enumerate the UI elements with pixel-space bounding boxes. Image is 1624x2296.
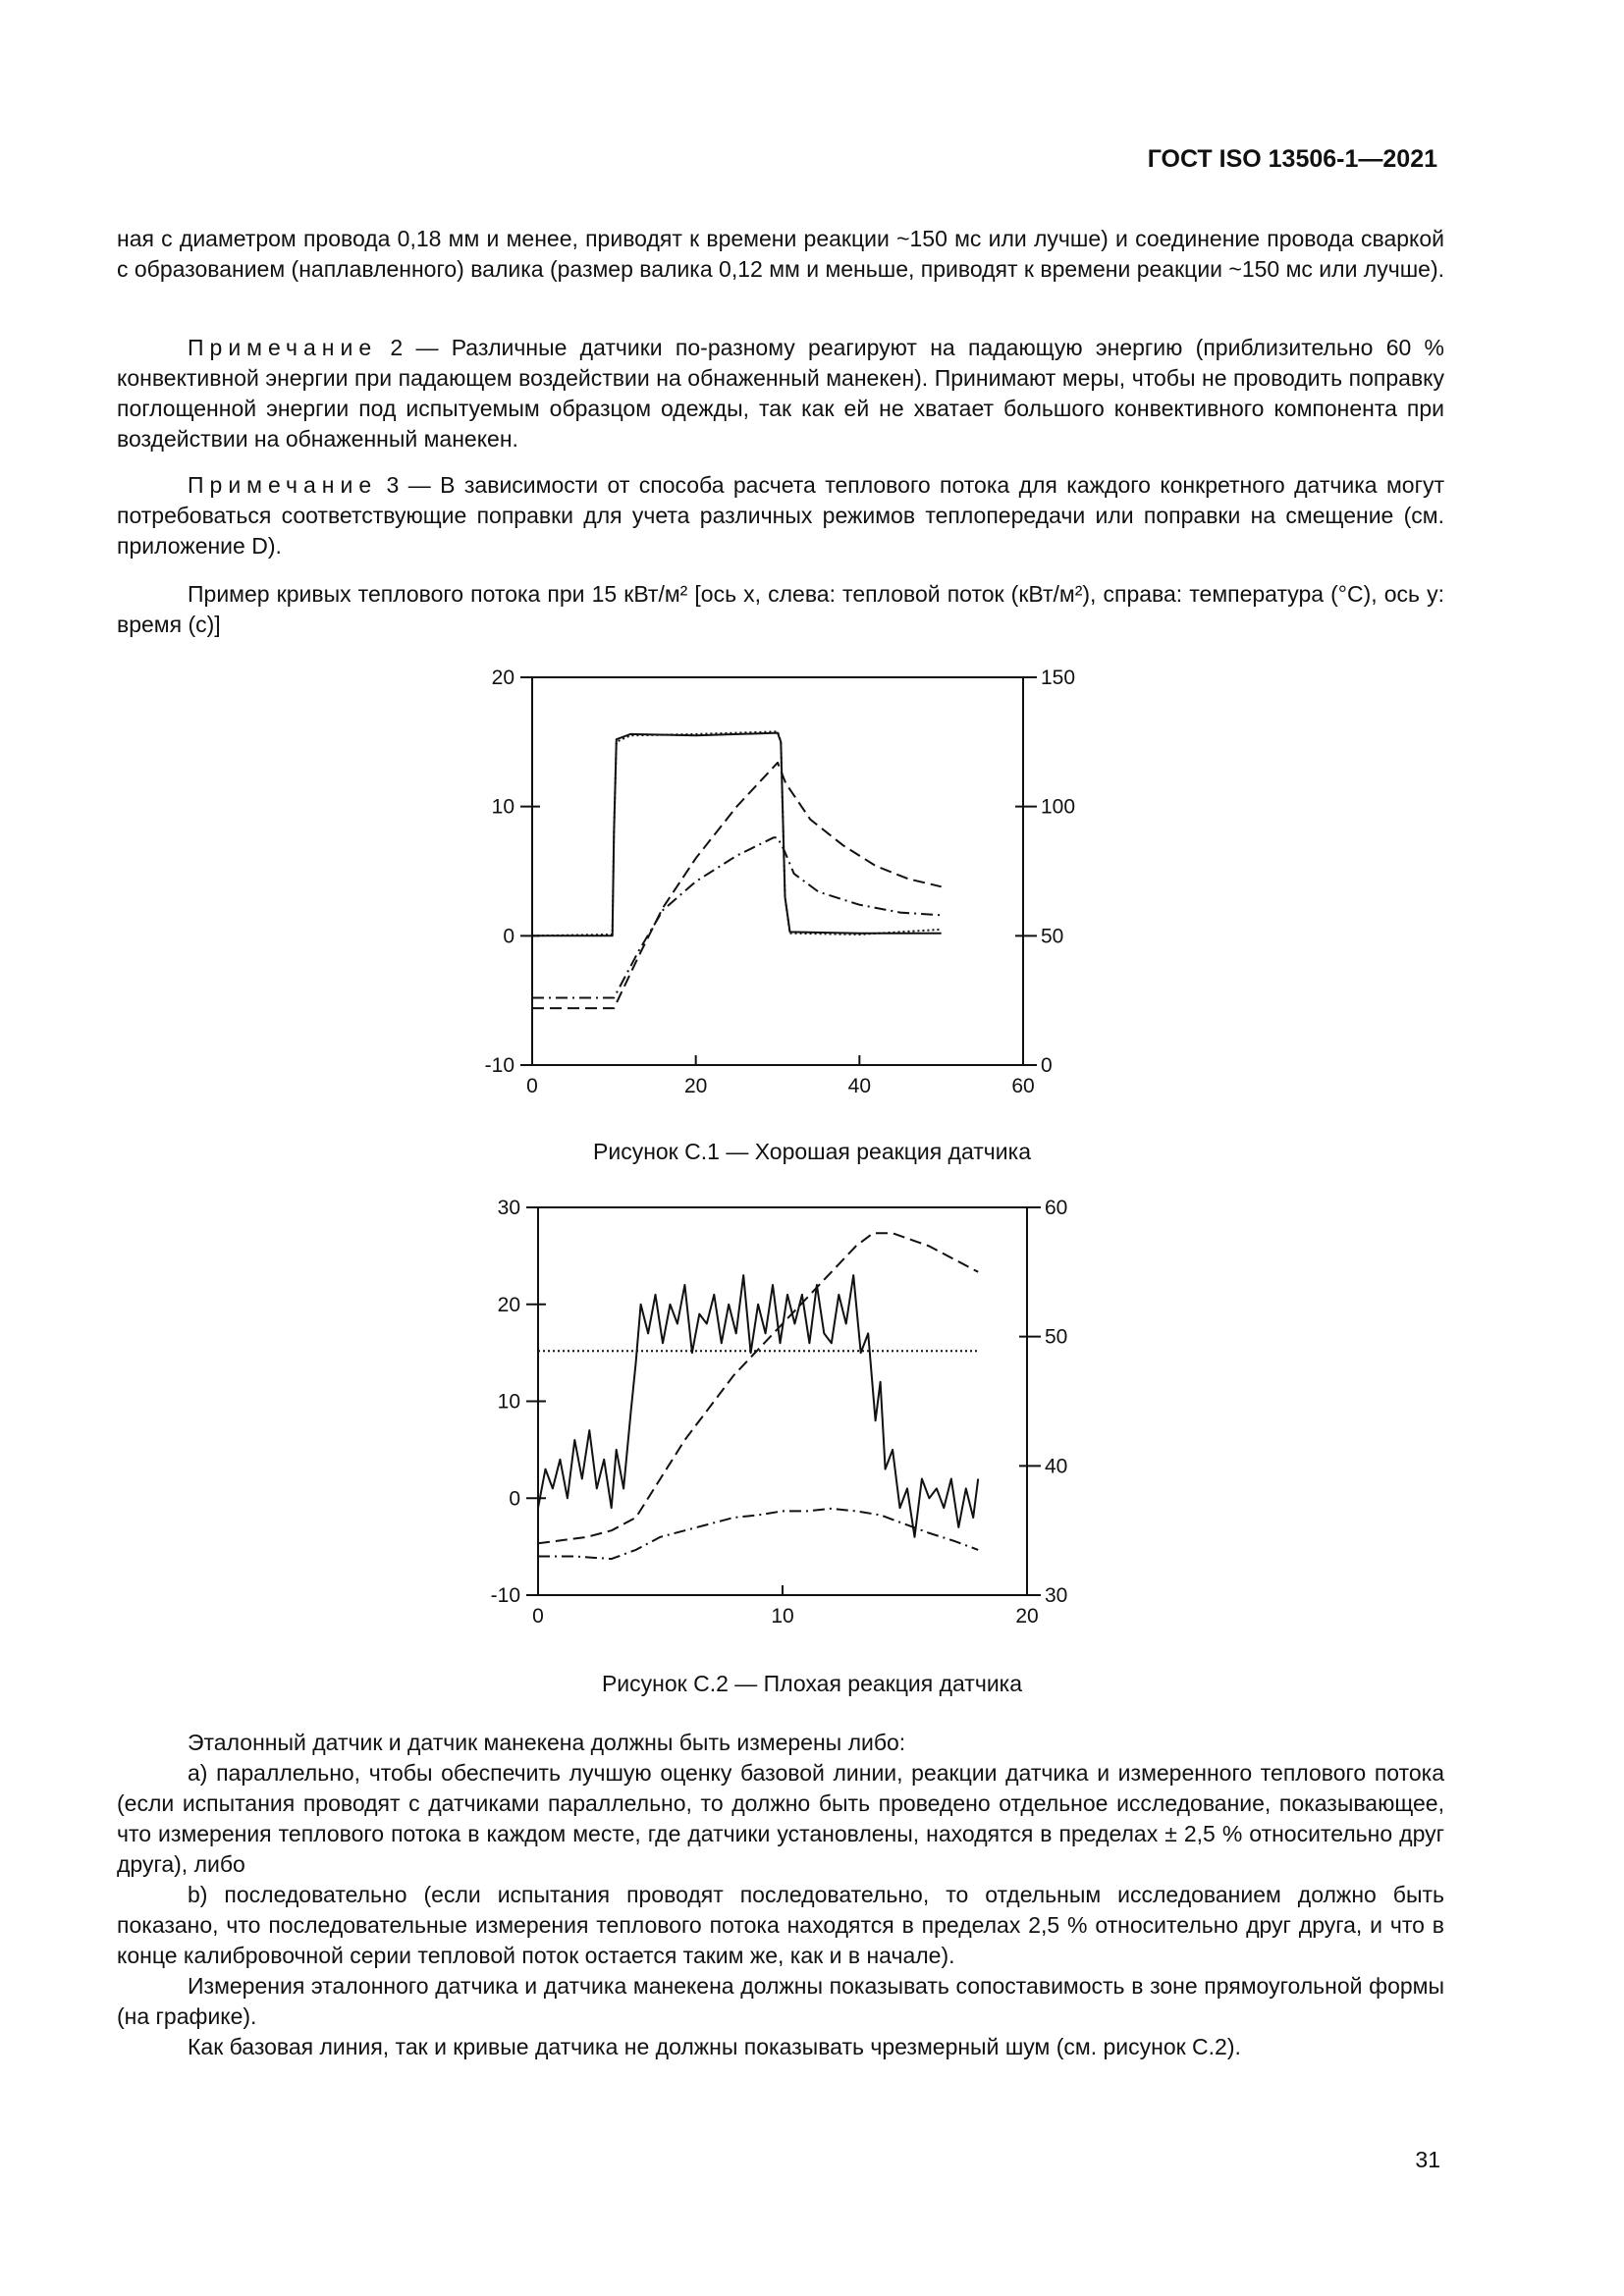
page-number: 31	[1415, 2147, 1440, 2172]
closing-paragraph-5: Как базовая линия, так и кривые датчика не должны показывать чрезмерный шум (см. рисунок С.2).	[188, 2034, 1241, 2059]
y-left-tick-label: -10	[484, 1054, 514, 1077]
y-right-tick-label: 60	[1045, 1197, 1068, 1219]
plot-frame	[538, 1207, 1027, 1595]
example-description	[117, 579, 1444, 640]
paragraph-1: ная с диаметром провода 0,18 мм и менее, приводят к времени реакции ~150 мс или лучше) и соединение провода сваркой с образованием (наплавленного) валика (размер валика 0,12 мм и меньше, приводят к времени реакции ~150 мс или лучше).	[117, 226, 1445, 282]
note-label: Примечание	[188, 335, 378, 360]
closing-paragraph-1: Эталонный датчик и датчик манекена должны быть измерены либо:	[188, 1730, 906, 1755]
x-tick-label: 60	[1011, 1075, 1035, 1097]
note-label: Примечание	[188, 472, 378, 498]
y-right-tick-label: 30	[1045, 1584, 1068, 1607]
note-text: 3 — В зависимости от способа расчета теплового потока для каждого конкретного датчика могут потребоваться соответствующие поправки для учета различных режимов теплопередачи или поправки на смещение (см. приложение D).	[117, 472, 1444, 559]
y-right-tick-label: 50	[1045, 1325, 1068, 1349]
document-header: ГОСТ ISO 13506-1—2021	[1147, 145, 1437, 173]
x-tick-label: 20	[1015, 1605, 1039, 1628]
x-tick-label: 20	[683, 1075, 708, 1097]
closing-text	[117, 1728, 1444, 2062]
y-left-tick-label: 10	[497, 1390, 520, 1414]
example-text: Пример кривых теплового потока при 15 кВт/м² [ось x, слева: тепловой поток (кВт/м²), справа: температура (°C), ось y: время (с)]	[117, 581, 1444, 637]
y-right-tick-label: 50	[1041, 925, 1064, 948]
y-left-tick-label: 20	[497, 1293, 520, 1316]
series-line-1-solid	[538, 1275, 978, 1537]
x-tick-label: 10	[771, 1605, 794, 1628]
figure-c1-chart	[461, 663, 1090, 1114]
note-text: 2 — Различные датчики по-разному реагируют на падающую энергию (приблизительно 60 % конвективной энергии при падающем воздействии на обнаженный манекен). Принимают меры, чтобы не проводить поправку поглощенной энергии под испытуемым образцом одежды, так как ей не хватает большого конвективного компонента при воздействии на обнаженный манекен.	[117, 335, 1444, 452]
closing-paragraph-4: Измерения эталонного датчика и датчика манекена должны показывать сопоставимость в зоне прямоугольной формы (на графике).	[117, 1973, 1444, 2029]
series-line-4-dash-dot	[532, 837, 942, 997]
series-line-3-dash	[538, 1233, 978, 1543]
note-2	[117, 333, 1444, 454]
y-left-tick-label: 0	[503, 925, 514, 948]
y-right-tick-label: 0	[1041, 1054, 1053, 1077]
figure-c2-chart	[461, 1193, 1090, 1644]
note-3	[117, 470, 1444, 561]
y-right-tick-label: 150	[1041, 667, 1076, 689]
y-left-tick-label: -10	[490, 1584, 520, 1607]
y-left-tick-label: 30	[497, 1197, 520, 1219]
closing-paragraph-3: b) последовательно (если испытания проводят последовательно, то отдельным исследованием должно быть показано, что последовательные измерения теплового потока находятся в пределах 2,5 % относительно друг друга, и что в конце калибровочной серии тепловой поток остается таким же, как и в начале).	[117, 1882, 1444, 1968]
x-tick-label: 0	[532, 1605, 544, 1628]
x-tick-label: 40	[847, 1075, 872, 1097]
x-tick-label: 0	[526, 1075, 538, 1097]
y-right-tick-label: 100	[1041, 795, 1076, 819]
closing-paragraph-2: a) параллельно, чтобы обеспечить лучшую оценку базовой линии, реакции датчика и измеренного теплового потока (если испытания проводят с датчиками параллельно, то должно быть проведено отдельное исследование, показывающее, что измерения теплового потока в каждом месте, где датчики установлены, находятся в пределах ± 2,5 % относительно друг друга), либо	[117, 1760, 1444, 1877]
figure-c2-caption: Рисунок С.2 — Плохая реакция датчика	[601, 1671, 1023, 1696]
y-left-tick-label: 20	[491, 667, 514, 689]
series-line-1-solid	[532, 733, 942, 936]
series-line-3-dash	[532, 763, 942, 1008]
y-right-tick-label: 40	[1045, 1455, 1068, 1478]
y-left-tick-label: 0	[509, 1487, 520, 1511]
figure-c1-caption: Рисунок С.1 — Хорошая реакция датчика	[593, 1139, 1031, 1164]
series-line-2-dotted	[532, 731, 942, 935]
y-left-tick-label: 10	[491, 795, 514, 819]
